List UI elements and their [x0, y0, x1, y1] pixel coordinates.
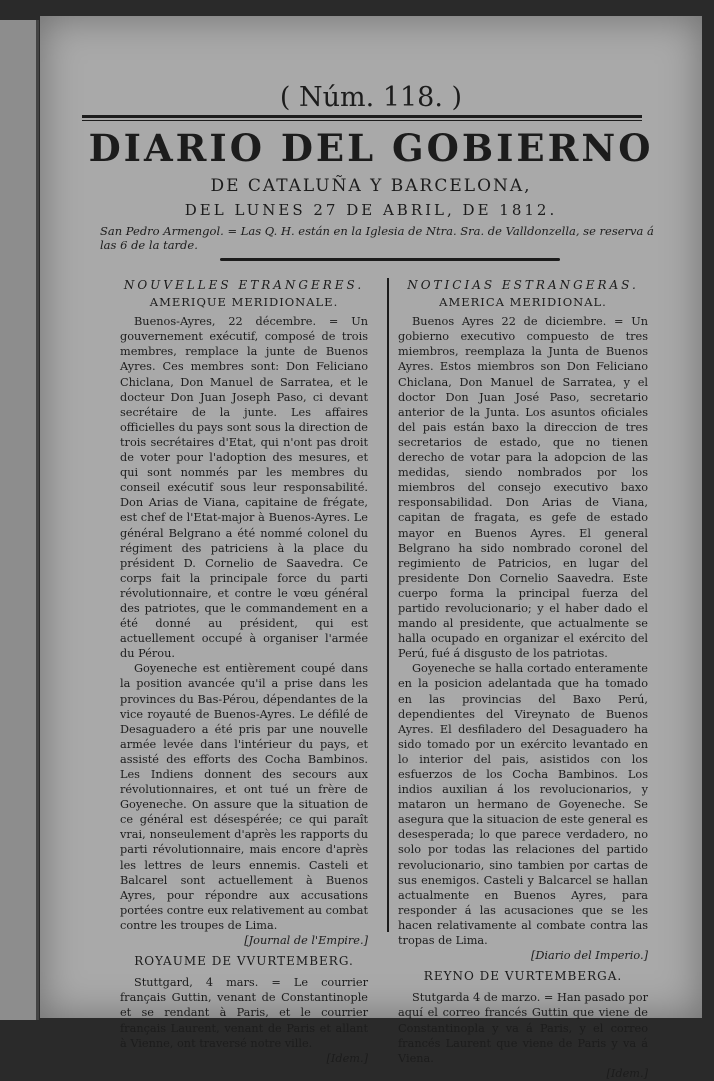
left-source-idem: [Idem.] [326, 1051, 368, 1065]
facing-page-edge [0, 20, 39, 1020]
left-paragraph: Buenos-Ayres, 22 décembre. = Un gouvernement exécutif, composé de trois membres, remplace la junte de Buenos Ayres. Ces membres sont: Don Feliciano Chiclana, Don Manuel de Sarratea, et le docteur Don Juan Joseph Paso, ci devant secrétaire de la junte. Les affaires officielles du pays sont sous la direction de trois secrétaires d'Etat, qui n'ont pas droit de voter pour l'adoption des mesures, et qui sont nommés par les membres du conseil exécutif sous leur responsabilité. Don Arias de Viana, capitaine de frégate, est chef de l'Etat-major à Buenos-Ayres. Le général Belgrano a été nommé colonel du régiment des patriciens à la place du président D. Cornelio de Saavedra. Ce corps fait la principale force du parti révolutionnaire, et contre le vœu général des patriotes, que le commandement en a été donné au président, qui est actuellement occupé à organiser l'armée du Pérou. [120, 315, 368, 661]
left-column [120, 278, 368, 1066]
left-section-heading-2: ROYAUME DE VVURTEMBERG. [134, 954, 354, 969]
right-section-heading: NOTICIAS ESTRANGERAS. [407, 278, 639, 292]
left-subheading: AMERIQUE MERIDIONALE. [149, 295, 339, 310]
right-paragraph: Buenos Ayres 22 de diciembre. = Un gobierno executivo compuesto de tres miembros, reemplaza la Junta de Buenos Ayres. Estos miembros son Don Feliciano Chiclana, Don Manuel de Sarratea, y el doctor Don Juan José Paso, secretario anterior de la Junta. Los asuntos oficiales del pais están baxo la direccion de tres secretarios de estado, que no tienen derecho de votar para la adopcion de las medidas, siendo nombrados por los miembros del consejo executivo baxo responsabilidad. Don Arias de Viana, capitan de fragata, es gefe de estado mayor en Buenos Ayres. El general Belgrano ha sido nombrado coronel del regimiento de Patricios, en lugar del presidente Don Cornelio Saavedra. Este cuerpo forma la principal fuerza del partido revolucionario; y el haber dado el mando al presidente, que actualmente se halla ocupado en organizar el exército del Perú, fué á disgusto de los patriotas. [398, 315, 648, 661]
left-source: [Journal de l'Empire.] [244, 934, 368, 948]
issue-number: ( Núm. 118. ) [279, 82, 463, 113]
left-paragraph: Stuttgard, 4 mars. = Le courrier français Guttin, venant de Constantinople et se rendant à Paris, et le courrier français Laurent, venant de Paris et allant à Vienne, ont traversé notre ville. [120, 976, 368, 1050]
top-rule [82, 115, 642, 118]
masthead-subtitle: DE CATALUÑA Y BARCELONA, [210, 176, 532, 196]
right-column [398, 278, 648, 1081]
top-rule-thin [82, 120, 642, 121]
left-section-heading: NOUVELLES ETRANGERES. [123, 278, 365, 292]
right-subheading: AMERICA MERIDIONAL. [439, 295, 607, 310]
saint-notice: San Pedro Armengol. = Las Q. H. están en la Iglesia de Ntra. Sra. de Valldonzella, se reserva á las 6 de la tarde. [100, 224, 654, 252]
right-source-idem: [Idem.] [606, 1066, 648, 1080]
right-paragraph: Stutgarda 4 de marzo. = Han pasado por aquí el correo francés Guttin que viene de Constantinopla y va á Paris, y el correo francés Laurent que viene de Paris y va á Viena. [398, 991, 648, 1065]
dateline: DEL LUNES 27 DE ABRIL, DE 1812. [184, 201, 558, 219]
column-divider [387, 278, 389, 932]
right-section-heading-2: REYNO DE VURTEMBERGA. [423, 969, 623, 984]
right-paragraph: Goyeneche se halla cortado enteramente en la posicion adelantada que ha tomado en las provincias del Baxo Perú, dependientes del Vireynato de Buenos Ayres. El desfiladero del Desaguadero ha sido tomado por un exército levantado en lo interior del pais, asistidos con los esfuerzos de los Cocha Bambinos. Los indios auxilian á los revolucionarios, y mataron un hermano de Goyeneche. Se asegura que la situacion de este general es desesperada; lo que parece verdadero, no solo por todas las relaciones del partido revolucionario, sino tambien por cartas de sus enemigos. Casteli y Balcarcel se hallan actualmente en Buenos Ayres, para responder á las acusaciones que se les hacen relativamente al combate contra las tropas de Lima. [398, 662, 648, 948]
right-source: [Diario del Imperio.] [530, 949, 648, 963]
left-paragraph: Goyeneche est entièrement coupé dans la position avancée qu'il a prise dans les provinces du Bas-Pérou, dépendantes de la vice royauté de Buenos-Ayres. Le défilé de Desaguadero a été pris par une nouvelle armée levée dans l'intérieur du pays, et assisté des efforts des Cocha Bambinos. Les Indiens donnent des secours aux révolutionnaires, et ont tué un frère de Goyeneche. On assure que la situation de ce général est désespérée; ce qui paraît vrai, nonseulement d'après les rapports du parti révolutionnaire, mais encore d'après les lettres de leurs ennemis. Casteli et Balcarel sont actuellement à Buenos Ayres, pour répondre aux accusations portées contre eux relativement au combat contre les troupes de Lima. [120, 662, 368, 932]
newspaper-page [40, 16, 702, 1080]
masthead-title: DIARIO DEL GOBIERNO [88, 126, 654, 170]
header-rule [220, 258, 560, 261]
